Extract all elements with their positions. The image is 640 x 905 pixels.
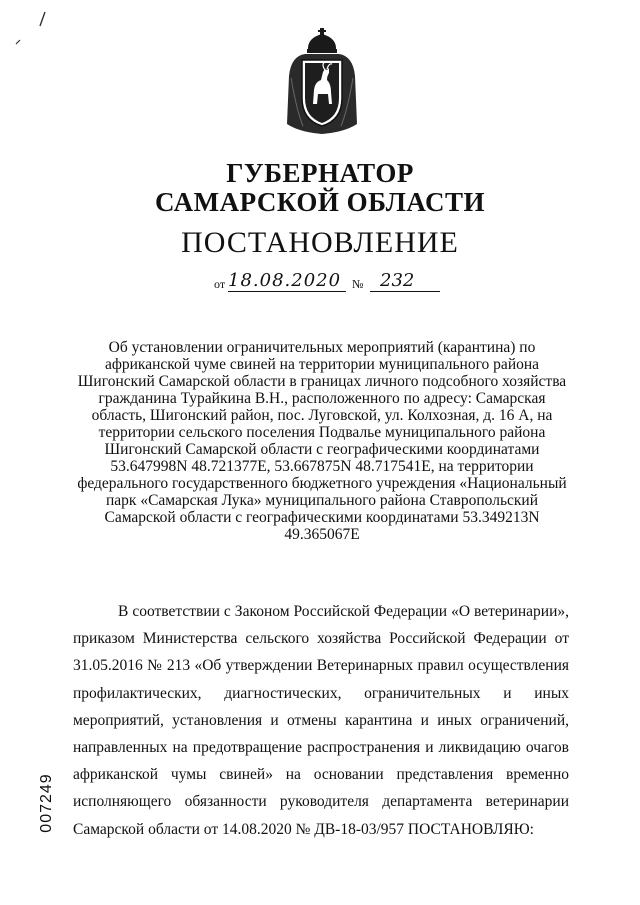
registration-line xyxy=(214,270,444,294)
document-number: 232 xyxy=(370,270,440,292)
document-date: 18.08.2020 xyxy=(228,270,346,292)
number-label: № xyxy=(352,277,364,291)
registry-number-text: 007249 xyxy=(38,773,55,833)
samara-coat-of-arms-icon xyxy=(283,28,361,136)
document-subject: Об установлении ограничительных мероприятий (карантина) по африканской чуме свиней на территории муниципального района Шигонский Самарской области в границах личного подсобного хозяйства гражданина Турайкина В.Н., расположенного по адресу: Самарская область, Шигонский район, пос. Луговской, ул. Колхозная, д. 16 А, на территории сельского поселения Подвалье муниципального района Шигонский Самарской области с географическими координатами 53.647998N 48.721377E, 53.667875N 48.717541E, на территории федерального государственного бюджетного учреждения «Национальный парк «Самарская Лука» муниципального района Ставропольский Самарской области с географическими координатами 53.349213N 49.365067E xyxy=(77,339,567,543)
scan-mark xyxy=(14,38,22,46)
document-type: ПОСТАНОВЛЕНИЕ xyxy=(181,226,459,259)
authority-region: САМАРСКОЙ ОБЛАСТИ xyxy=(154,187,486,217)
scan-mark xyxy=(36,10,48,30)
preamble-paragraph: В соответствии с Законом Российской Федерации «О ветеринарии», приказом Министерства сельского хозяйства Российской Федерации от 31.05.2016 № 213 «Об утверждении Ветеринарных правил осуществления профилактических, диагностических, ограничительных и иных мероприятий, установления и отмены карантина и иных ограничений, направленных на предотвращение распространения и ликвидацию очагов африканской чумы свиней» на основании представления временно исполняющего обязанности руководителя департамента ветеринарии Самарской области от 14.08.2020 № ДВ-18-03/957 ПОСТАНОВЛЯЮ: xyxy=(73,603,569,838)
registry-stamp-number xyxy=(36,760,56,850)
authority-title: ГУБЕРНАТОР xyxy=(226,158,414,188)
date-label: от xyxy=(214,277,226,291)
